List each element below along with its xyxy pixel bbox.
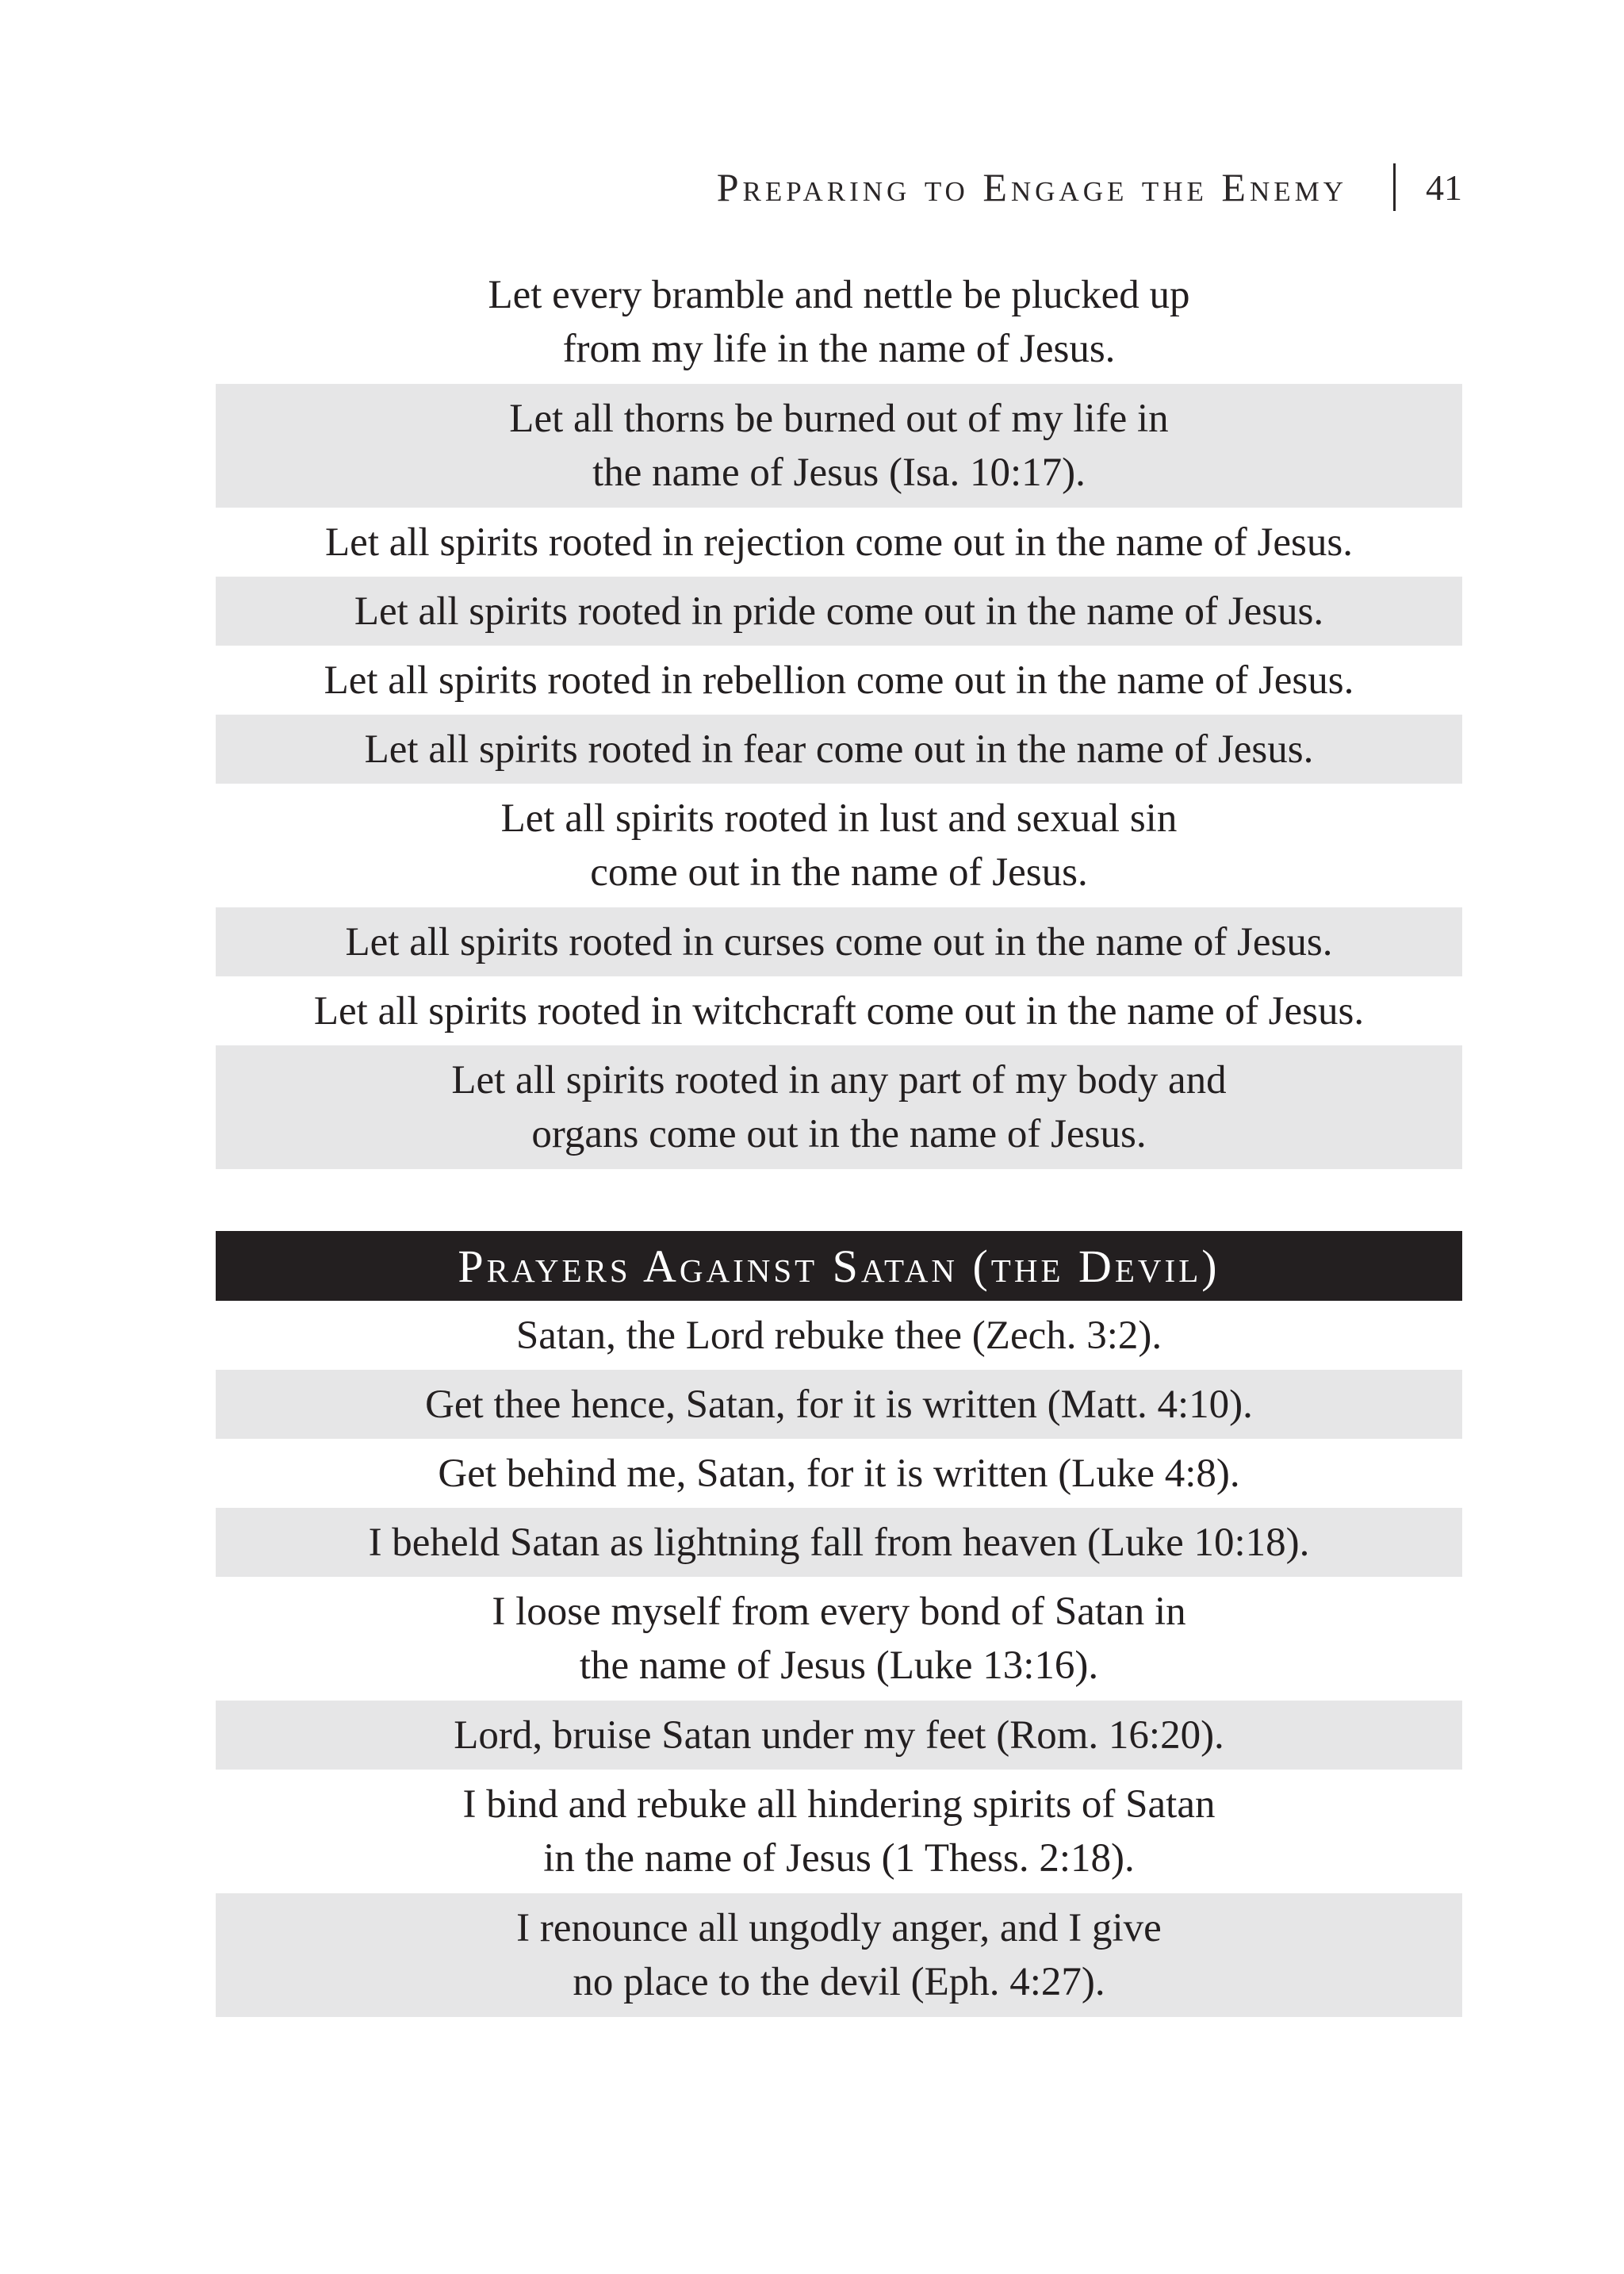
prayer-line: I renounce all ungodly anger, and I give no place to the devil (Eph. 4:27).	[216, 1893, 1462, 2017]
prayer-line: Let all spirits rooted in witchcraft come out in the name of Jesus.	[313, 988, 1365, 1033]
prayer-line: Let all spirits rooted in curses come out in the name of Jesus.	[216, 907, 1462, 976]
prayer-section-against-satan	[216, 1231, 1462, 2017]
prayer-line: Let all spirits rooted in fear come out in the name of Jesus.	[216, 715, 1462, 784]
prayer-line: Let all spirits rooted in rebellion come out in the name of Jesus.	[324, 658, 1354, 703]
prayer-line: I bind and rebuke all hindering spirits of Satan in the name of Jesus (1 Thess. 2:18).	[462, 1782, 1216, 1881]
prayer-line: Let all spirits rooted in lust and sexual sin come out in the name of Jesus.	[500, 796, 1178, 895]
prayer-line: Let all spirits rooted in pride come out in the name of Jesus.	[216, 577, 1462, 646]
prayer-line: I beheld Satan as lightning fall from heaven (Luke 10:18).	[216, 1508, 1462, 1577]
prayer-line: Let all spirits rooted in any part of my body and organs come out in the name of Jesus.	[216, 1045, 1462, 1169]
prayer-line: Let all spirits rooted in rejection come out in the name of Jesus.	[325, 520, 1353, 565]
prayer-list-rooted-spirits	[216, 260, 1462, 1169]
prayer-line: I loose myself from every bond of Satan in the name of Jesus (Luke 13:16).	[492, 1589, 1186, 1688]
prayer-line: Let every bramble and nettle be plucked up from my life in the name of Jesus.	[488, 273, 1190, 371]
prayer-list-satan	[216, 1301, 1462, 2017]
page-number: 41	[1426, 167, 1462, 208]
prayer-line: Let all thorns be burned out of my life in the name of Jesus (Isa. 10:17).	[216, 384, 1462, 508]
section-heading: Prayers Against Satan (the Devil)	[216, 1231, 1462, 1301]
prayer-line: Get behind me, Satan, for it is written (Luke 4:8).	[438, 1451, 1240, 1496]
running-title: Preparing to Engage the Enemy	[716, 165, 1347, 209]
prayer-line: Lord, bruise Satan under my feet (Rom. 16:20).	[216, 1701, 1462, 1770]
running-header	[717, 155, 1462, 219]
prayer-line: Satan, the Lord rebuke thee (Zech. 3:2).	[515, 1313, 1162, 1358]
header-divider	[1393, 163, 1396, 211]
prayer-line: Get thee hence, Satan, for it is written (Matt. 4:10).	[216, 1370, 1462, 1439]
